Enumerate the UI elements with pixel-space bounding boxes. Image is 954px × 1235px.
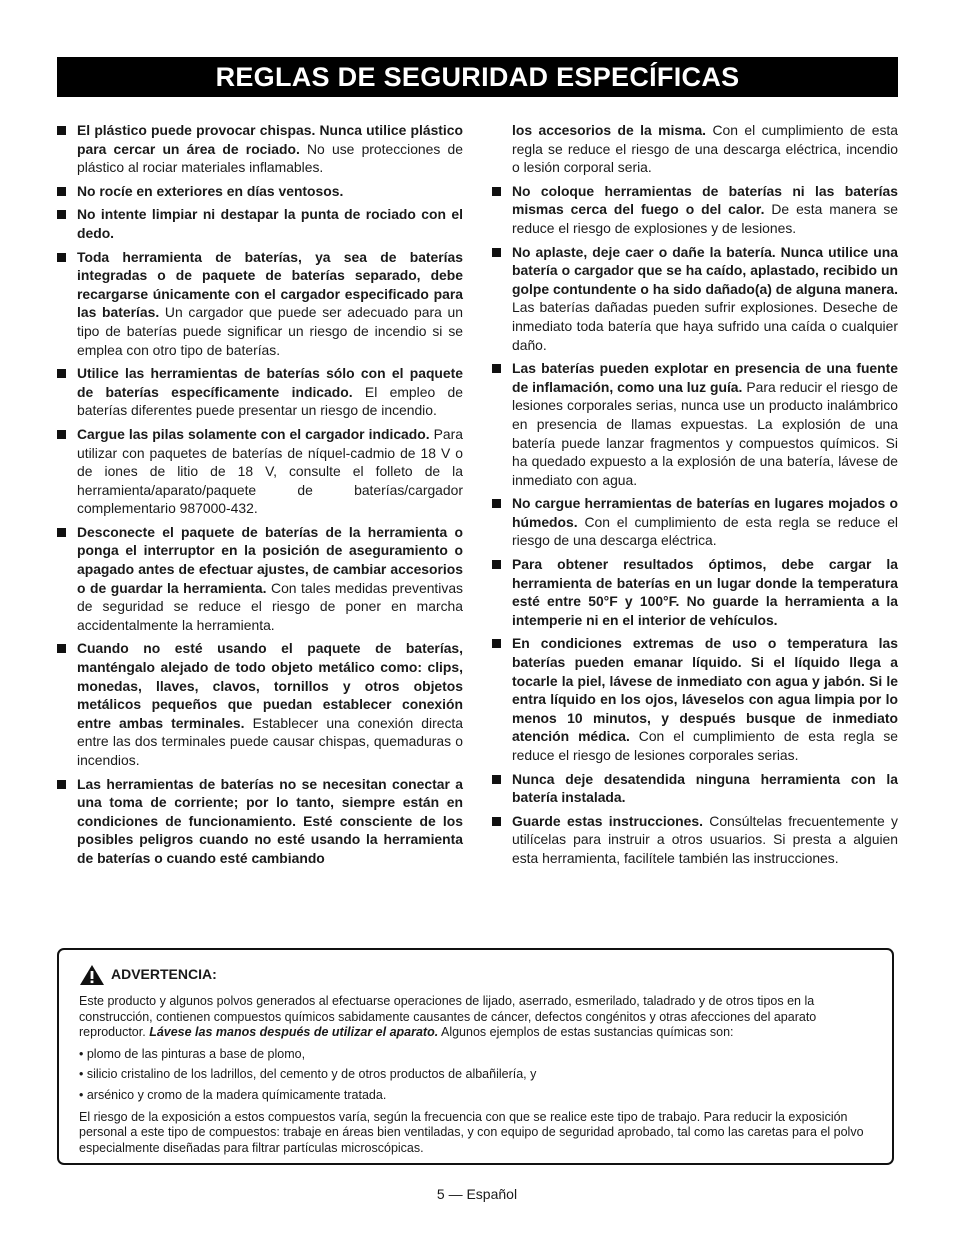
rule-bold-text: No rocíe en exteriores en días ventosos. <box>77 182 344 199</box>
rule-item <box>55 121 463 177</box>
page-footer: 5 — Español <box>436 1186 518 1202</box>
rule-bold-text: El plástico puede provocar chispas. Nunca utilice plástico para cercar un área de rociado. <box>77 122 463 157</box>
square-bullet-icon <box>57 430 66 439</box>
rule-item <box>55 182 463 201</box>
rule-item <box>490 634 898 764</box>
square-bullet-icon <box>492 817 501 826</box>
rule-bold-text: Nunca deje desatendida ninguna herramienta con la batería instalada. <box>512 770 898 806</box>
rule-bold-text: Las herramientas de baterías no se necesitan conectar a una toma de corriente; por lo tanto, siempre están en condiciones de funcionamiento. Esté consciente de los posibles peligros cuando no esté usando la herramienta de baterías o cuando esté cambiando <box>77 775 463 866</box>
warning-intro-text: Este producto y algunos polvos generados al efectuarse operaciones de lijado, aserrado, esmerilado, taladrado y de otros tipos en la construcción, contienen compuestos químicos sabidamente causantes de cáncer, defectos congénitos y otras afecciones del aparato reproductor. <box>79 994 817 1040</box>
warning-list-item: • silicio cristalino de los ladrillos, del cemento y de otros productos de albañilería, y <box>79 1067 537 1082</box>
warning-list-item: • plomo de las pinturas a base de plomo, <box>79 1046 306 1061</box>
rule-bold-text: Para obtener resultados óptimos, debe cargar la herramienta de baterías en un lugar donde la temperatura esté entre 50°F y 100°F. No guarde la herramienta a la intemperie ni en el interior de vehículos. <box>512 556 898 628</box>
rule-bold-text: los accesorios de la misma. <box>512 122 707 138</box>
warning-list <box>79 1047 878 1104</box>
square-bullet-icon <box>492 187 501 196</box>
warning-list-item: • arsénico y cromo de la madera químicamente tratada. <box>79 1087 387 1102</box>
warning-intro-end: Algunos ejemplos de estas sustancias químicas son: <box>438 1025 734 1040</box>
rule-item <box>55 523 463 635</box>
square-bullet-icon <box>492 248 501 257</box>
rule-item <box>55 425 463 518</box>
rule-text: Con tales medidas preventivas de seguridad se reduce el riesgo de poner en marcha accidentalmente la herramienta. <box>77 579 463 633</box>
rule-bold-text: No aplaste, deje caer o dañe la batería. Nunca utilice una batería o cargador que se ha caído, aplastado, recibido un golpe contundente o ha sido dañado(a) de alguna manera. <box>512 243 898 297</box>
rule-text: Establecer una conexión directa entre las dos terminales puede causar chispas, quemaduras o incendios. <box>77 714 463 768</box>
rule-bold-text: No coloque herramientas de baterías ni las baterías mismas cerca del fuego o del calor. <box>512 182 898 218</box>
square-bullet-icon <box>492 775 501 784</box>
rule-text: Con el cumplimiento de esta regla se reduce el riesgo de una descarga eléctrica. <box>512 513 898 549</box>
warning-intro <box>79 994 878 1041</box>
rule-bold-text: Guarde estas instrucciones. <box>512 812 703 829</box>
rule-item <box>490 182 898 238</box>
rule-bold-text: No cargue herramientas de baterías en lugares mojados o húmedos. <box>512 495 898 530</box>
rule-bold-text: Las baterías pueden explotar en presencia de una fuente de inflamación, como una luz guía. <box>512 360 898 395</box>
rule-bold-text: Utilice las herramientas de baterías sólo con el paquete de baterías específicamente indicado. <box>77 365 463 400</box>
rule-item <box>55 639 463 769</box>
rule-text: Un cargador que puede ser adecuado para un tipo de baterías puede significar un riesgo de incendio si se emplea con otro tipo de baterías. <box>77 304 464 358</box>
warning-closing: El riesgo de la exposición a estos compuestos varía, según la frecuencia con que se realice este tipo de trabajo. Para reducir la exposición personal a este tipo de compuestos: trabaje en áreas bien ventiladas, y con equipo de seguridad aprobado, tal como las caretas para el polvo especialmente diseñadas para filtrar partículas microscópicas. <box>79 1109 864 1155</box>
rule-item <box>490 812 898 868</box>
square-bullet-icon <box>57 528 66 537</box>
rule-text: El empleo de baterías diferentes puede presentar un riesgo de incendio. <box>77 383 463 419</box>
rule-text: Las baterías dañadas pueden sufrir explosiones. Deseche de inmediato toda batería que haya sufrido una caída o cualquier daño. <box>512 299 898 353</box>
square-bullet-icon <box>492 560 501 569</box>
rule-item <box>490 555 898 629</box>
rule-item <box>490 359 898 489</box>
rule-text: Consúltelas frecuentemente y utilícelas para instruir a otros usuarios. Si presta a alguien esta herramienta, facilítele también las instrucciones. <box>512 812 898 866</box>
rule-bold-text: Desconecte el paquete de baterías de la herramienta o ponga el interruptor en la posición de aseguramiento o apagado antes de efectuar ajustes, de cambiar accesorios o de guardar la herramienta. <box>77 523 463 596</box>
square-bullet-icon <box>57 126 66 135</box>
rule-bold-text: Toda herramienta de baterías, ya sea de baterías integradas o de paquete de baterías separado, debe recargarse únicamente con el cargador especificado para las baterías. <box>77 248 463 321</box>
square-bullet-icon <box>57 780 66 789</box>
rule-item <box>490 243 898 355</box>
square-bullet-icon <box>57 253 66 262</box>
rule-item <box>490 770 898 807</box>
square-bullet-icon <box>57 187 66 196</box>
square-bullet-icon <box>492 499 501 508</box>
left-column <box>55 121 463 873</box>
right-column <box>490 121 898 873</box>
square-bullet-icon <box>492 639 501 648</box>
rule-item <box>55 364 463 420</box>
rule-item <box>55 775 463 868</box>
rule-text: Para reducir el riesgo de lesiones corporales serias, nunca use un producto inalámbrico en presencia de llamas expuestas. La explosión de una batería puede lanzar fragmentos y compuestos químicos. Si ha quedado expuesto a la explosión de una batería, lávese de inmediato con agua. <box>512 378 898 488</box>
rule-item <box>55 205 463 242</box>
warning-box <box>57 948 894 1165</box>
rule-text: Para utilizar con paquetes de baterías de níquel-cadmio de 18 V o de iones de litio de 18 V, consulte el folleto de la herramienta/aparato/paquete de baterías/cargador complementario 987000-432. <box>77 425 464 517</box>
rule-bold-text: Cargue las pilas solamente con el cargador indicado. <box>77 425 430 442</box>
section-title-bar <box>57 57 898 97</box>
square-bullet-icon <box>57 210 66 219</box>
warning-header <box>79 964 878 986</box>
section-title: REGLAS DE SEGURIDAD ESPECÍFICAS <box>215 61 740 92</box>
square-bullet-icon <box>492 364 501 373</box>
rule-text: De esta manera se reduce el riesgo de explosiones y de lesiones. <box>512 201 898 236</box>
rule-item <box>490 494 898 550</box>
rule-text: Con el cumplimiento de esta regla se reduce el riesgo de una descarga eléctrica, incendio o lesión corporal seria. <box>512 122 898 176</box>
rule-item-continuation <box>490 121 898 177</box>
warning-triangle-icon <box>79 964 105 986</box>
warning-title: ADVERTENCIA: <box>111 966 217 983</box>
rule-item <box>55 248 463 360</box>
rule-bold-text: En condiciones extremas de uso o temperatura las baterías pueden emanar líquido. Si el líquido llega a tocarle la piel, lávese de inmediato con agua y jabón. Si le entra líquido en los ojos, láveselos con agua limpia por lo menos 10 minutos, y después busque de inmediato atención médica. <box>512 635 898 745</box>
rule-text: No use protecciones de plástico al rociar materiales inflamables. <box>77 140 463 176</box>
warning-emphasis: Lávese las manos después de utilizar el aparato. <box>149 1025 439 1040</box>
rule-bold-text: No intente limpiar ni destapar la punta de rociado con el dedo. <box>77 206 463 241</box>
square-bullet-icon <box>57 644 66 653</box>
square-bullet-icon <box>57 369 66 378</box>
rule-text: Con el cumplimiento de esta regla se reduce el riesgo de lesiones corporales serias. <box>512 728 898 763</box>
rule-bold-text: Cuando no esté usando el paquete de baterías, manténgalo alejado de todo objeto metálico como: clips, monedas, llaves, clavos, tornillos y otros objetos metálicos pequeños que puedan establecer conexión entre ambas terminales. <box>77 640 463 731</box>
